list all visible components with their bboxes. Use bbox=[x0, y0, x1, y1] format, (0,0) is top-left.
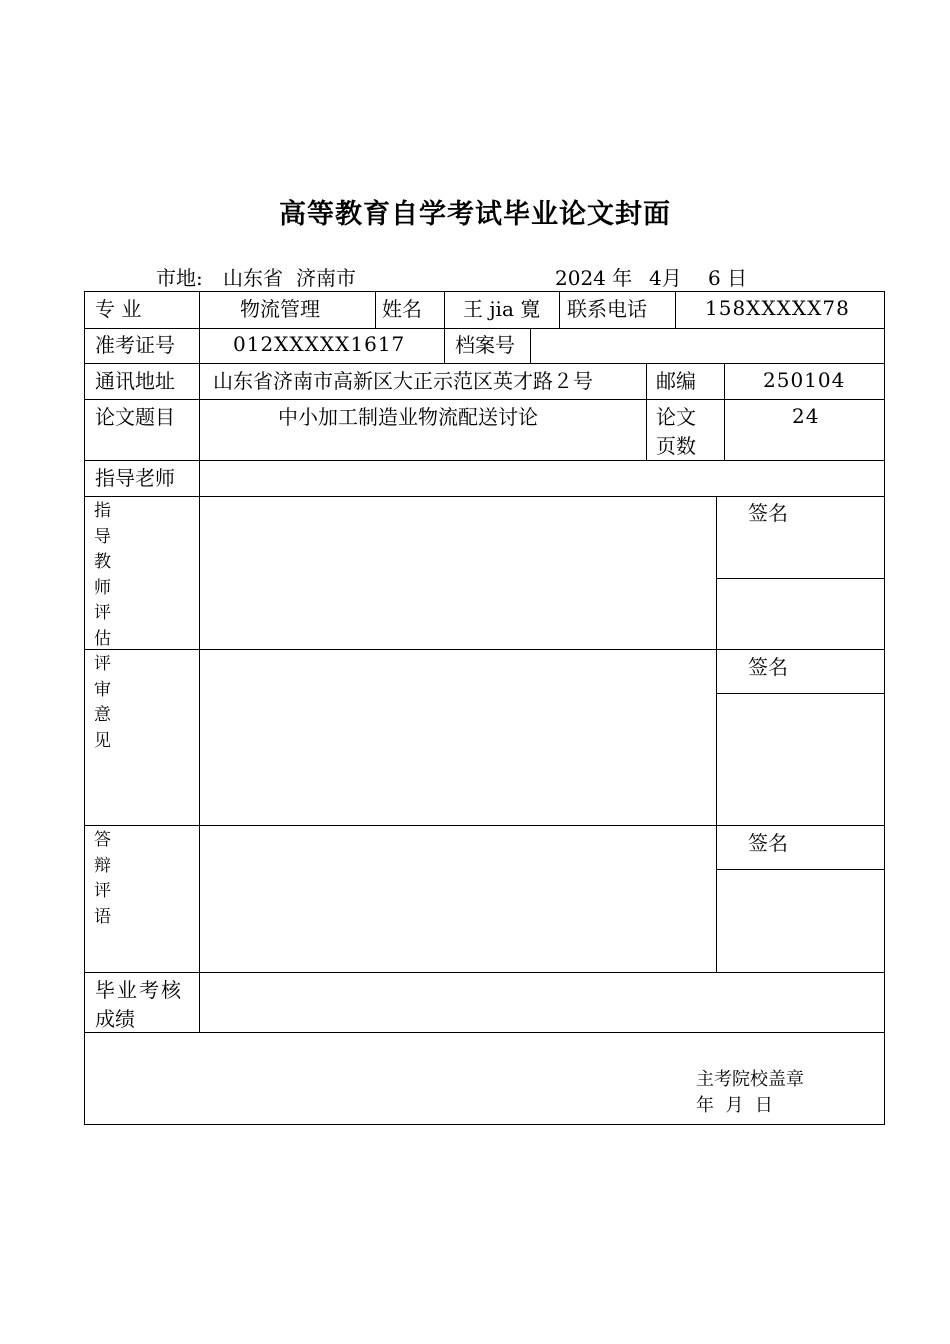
seal-date: 年 月 日 bbox=[696, 1095, 773, 1116]
page-title: 高等教育自学考试毕业论文封面 bbox=[279, 199, 671, 230]
review-label: 评审意见 bbox=[94, 654, 111, 751]
col-rule bbox=[646, 363, 647, 460]
row-rule bbox=[85, 496, 884, 497]
advisor-sign-label: 签名 bbox=[748, 501, 788, 525]
col-rule bbox=[199, 363, 200, 399]
row-rule bbox=[85, 649, 884, 650]
seal-label: 主考院校盖章 bbox=[696, 1069, 804, 1090]
row-rule bbox=[85, 328, 884, 329]
province: 山东省 bbox=[223, 266, 283, 290]
row-rule bbox=[85, 1032, 884, 1033]
pages-label-line2: 页数 bbox=[656, 434, 696, 458]
date-day: 6 日 bbox=[708, 266, 748, 290]
pages-label-line1: 论文 bbox=[656, 405, 696, 429]
sign-rule bbox=[716, 693, 884, 694]
row-rule bbox=[85, 363, 884, 364]
name-label: 姓名 bbox=[382, 297, 422, 321]
col-rule bbox=[675, 292, 676, 328]
col-rule bbox=[530, 328, 531, 363]
thesis-title-value: 中小加工制造业物流配送讨论 bbox=[278, 405, 538, 429]
exam-id-label: 准考证号 bbox=[95, 333, 175, 357]
name-value: 王 jia 寛 bbox=[463, 297, 541, 321]
pages-value: 24 bbox=[792, 404, 820, 428]
col-rule bbox=[199, 399, 200, 1032]
col-rule bbox=[716, 496, 717, 972]
row-rule bbox=[85, 460, 884, 461]
col-rule bbox=[199, 328, 200, 363]
city: 济南市 bbox=[296, 266, 356, 290]
col-rule bbox=[199, 292, 200, 328]
sign-rule bbox=[716, 869, 884, 870]
address-label: 通讯地址 bbox=[95, 369, 175, 393]
phone-label: 联系电话 bbox=[567, 297, 647, 321]
defense-sign-label: 签名 bbox=[748, 831, 788, 855]
city-label: 市地: bbox=[156, 266, 203, 290]
form-table bbox=[84, 291, 885, 1125]
col-rule bbox=[444, 292, 445, 363]
archive-label: 档案号 bbox=[455, 333, 515, 357]
col-rule bbox=[724, 363, 725, 460]
date-month: 4月 bbox=[649, 266, 682, 290]
row-rule bbox=[85, 972, 884, 973]
advisor-label: 指导老师 bbox=[95, 466, 175, 490]
exam-id-value: 012XXXXX1617 bbox=[233, 332, 406, 356]
postcode-value: 250104 bbox=[763, 368, 846, 392]
address-value: 山东省济南市高新区大正示范区英才路２号 bbox=[213, 369, 593, 393]
phone-value: 158XXXXX78 bbox=[705, 296, 850, 320]
grade-label-line2: 成绩 bbox=[95, 1007, 135, 1031]
row-rule bbox=[85, 825, 884, 826]
grade-label-line1: 毕业考核 bbox=[95, 978, 183, 1002]
date-year: 2024 年 bbox=[555, 266, 633, 290]
major-label: 专 业 bbox=[95, 297, 142, 321]
col-rule bbox=[375, 292, 376, 328]
defense-label: 答辩评语 bbox=[94, 830, 111, 927]
advisor-eval-label: 指导教师评估 bbox=[94, 501, 111, 649]
sign-rule bbox=[716, 578, 884, 579]
row-rule bbox=[85, 399, 884, 400]
col-rule bbox=[559, 292, 560, 328]
review-sign-label: 签名 bbox=[748, 655, 788, 679]
thesis-title-label: 论文题目 bbox=[95, 405, 175, 429]
postcode-label: 邮编 bbox=[656, 369, 696, 393]
major-value: 物流管理 bbox=[240, 297, 320, 321]
